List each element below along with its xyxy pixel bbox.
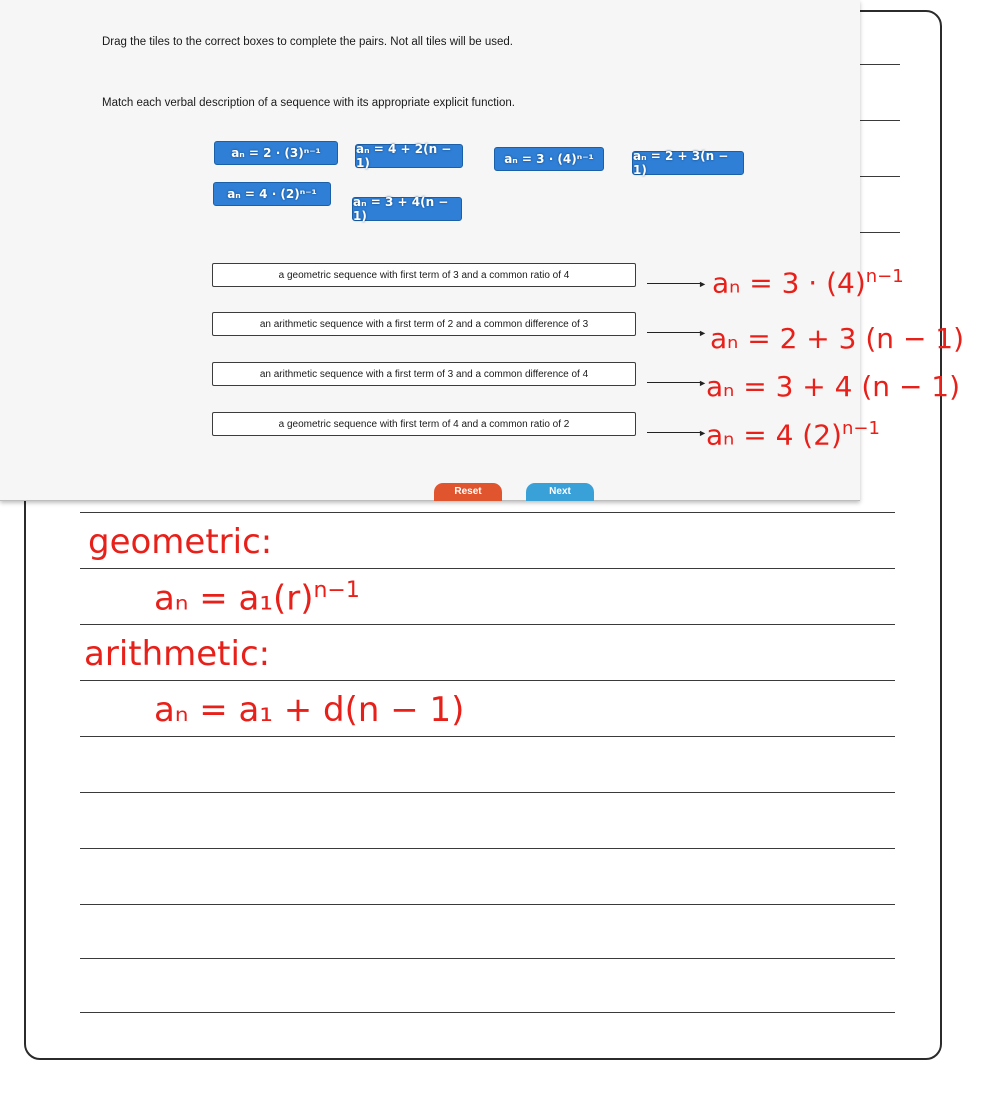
answer-4: aₙ = 4 $(2)^{n-1}$ bbox=[706, 418, 880, 452]
answer-1: $a_n = 3 \cdot (4)^{n-1}$ bbox=[712, 266, 904, 300]
tile-arithmetic-4-2[interactable]: aₙ = 4 + 2(n − 1) bbox=[355, 144, 463, 168]
description-box-2: an arithmetic sequence with a first term of 2 and a common difference of 3 bbox=[212, 312, 636, 336]
tile-geometric-4-2[interactable]: aₙ = 4 · (2)ⁿ⁻¹ bbox=[213, 182, 331, 206]
note-geometric-formula: $a_n = a_1(r)^{n-1}$ bbox=[154, 578, 360, 619]
description-box-1: a geometric sequence with first term of 3 and a common ratio of 4 bbox=[212, 263, 636, 287]
note-arithmetic-formula: aₙ = a₁ + d(n − 1) bbox=[154, 690, 465, 730]
instruction-drag: Drag the tiles to the correct boxes to complete the pairs. Not all tiles will be used. bbox=[102, 36, 514, 48]
answer-4-exponent: n−1 bbox=[841, 418, 880, 439]
arrow-1: ► bbox=[647, 279, 707, 289]
tile-geometric-2-3[interactable]: aₙ = 2 · (3)ⁿ⁻¹ bbox=[214, 141, 338, 165]
tile-arithmetic-2-3[interactable]: aₙ = 2 + 3(n − 1) bbox=[632, 151, 744, 175]
answer-3: aₙ = 3 + 4 (n − 1) bbox=[706, 370, 961, 403]
next-button[interactable]: Next bbox=[526, 483, 594, 501]
tile-arithmetic-3-4[interactable]: aₙ = 3 + 4(n − 1) bbox=[352, 197, 462, 221]
answer-2: aₙ = 2 + 3 (n − 1) bbox=[710, 322, 965, 355]
arrow-3: ► bbox=[647, 378, 707, 388]
arrow-4: ► bbox=[647, 428, 707, 438]
instruction-match: Match each verbal description of a sequence with its appropriate explicit function. bbox=[102, 97, 515, 109]
description-box-3: an arithmetic sequence with a first term of 3 and a common difference of 4 bbox=[212, 362, 636, 386]
arrow-2: ► bbox=[647, 328, 707, 338]
note-arithmetic-label: arithmetic: bbox=[84, 634, 271, 674]
reset-button[interactable]: Reset bbox=[434, 483, 502, 501]
answer-1-exponent: n−1 bbox=[865, 266, 904, 287]
description-box-4: a geometric sequence with first term of 4 and a common ratio of 2 bbox=[212, 412, 636, 436]
tile-geometric-3-4[interactable]: aₙ = 3 · (4)ⁿ⁻¹ bbox=[494, 147, 604, 171]
note-geometric-label: geometric: bbox=[88, 522, 273, 562]
note-geometric-exponent: n−1 bbox=[313, 578, 360, 603]
